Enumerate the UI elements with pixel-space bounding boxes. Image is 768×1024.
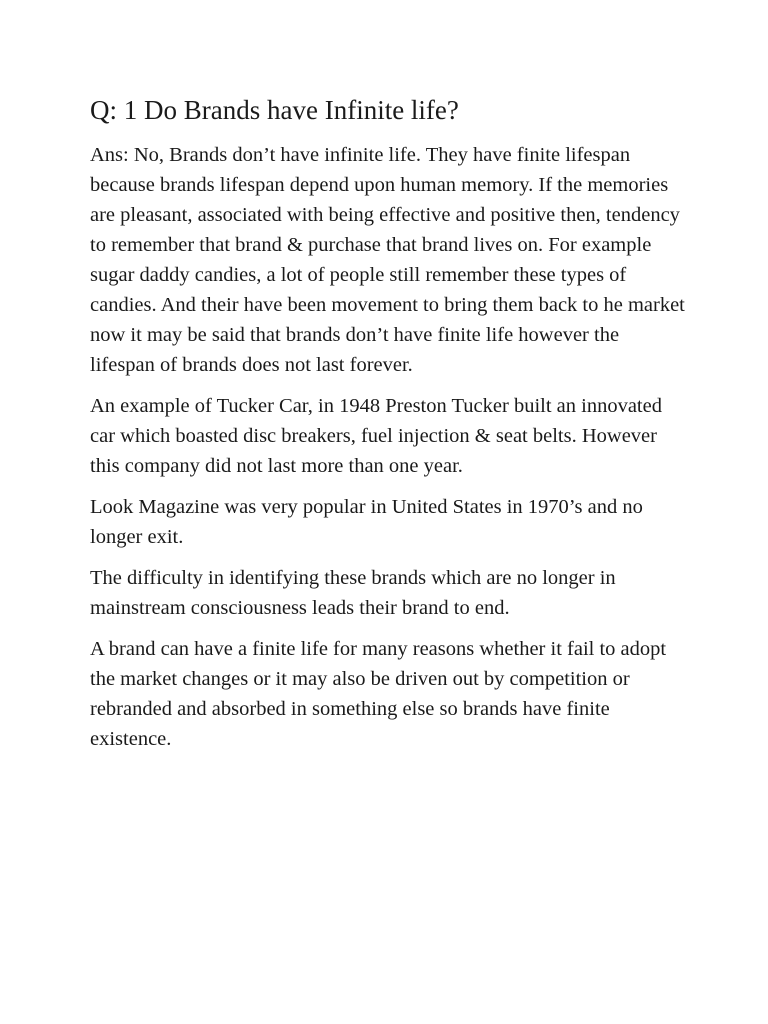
conclusion-paragraph: A brand can have a finite life for many reasons whether it fail to adopt the market changes or it may also be driven out by competition or rebranded and absorbed in something else so brands have finite existence. — [90, 638, 667, 750]
look-magazine-paragraph: Look Magazine was very popular in United States in 1970’s and no longer exit. — [90, 496, 643, 548]
answer-paragraph: Ans: No, Brands don’t have infinite life. They have finite lifespan because brands lifespan depend upon human memory. If the memories are pleasant, associated with being effective and positive then, tendency to remember that brand & purchase that brand lives on. For example sugar daddy candies, a lot of people still remember these types of candies. And their have been movement to bring them back to he market now it may be said that brands don’t have finite life however the lifespan of brands does not last forever. — [90, 144, 685, 376]
difficulty-paragraph: The difficulty in identifying these brands which are no longer in mainstream consciousness leads their brand to end. — [90, 567, 616, 619]
question-heading: Q: 1 Do Brands have Infinite life? — [90, 95, 459, 125]
tucker-car-paragraph: An example of Tucker Car, in 1948 Preston Tucker built an innovated car which boasted disc breakers, fuel injection & seat belts. However this company did not last more than one year. — [90, 395, 662, 477]
